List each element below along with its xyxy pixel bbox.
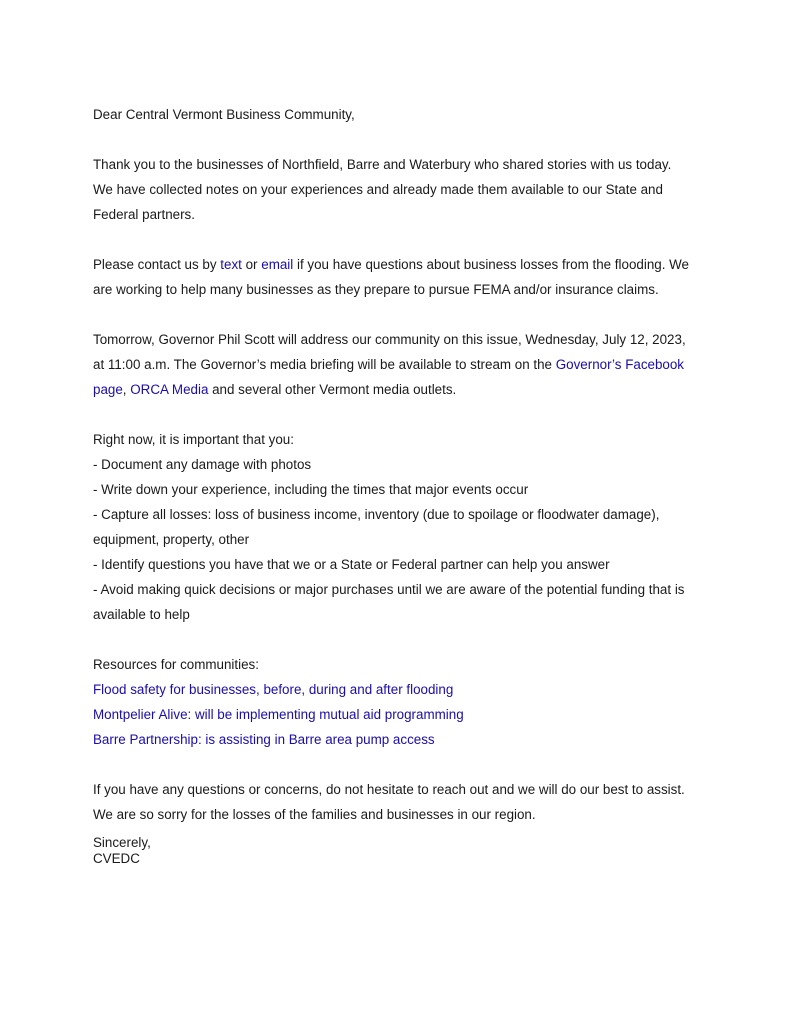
list-item: - Document any damage with photos [93,457,312,472]
greeting: Dear Central Vermont Business Community, [93,107,355,122]
paragraph-contact [93,252,713,302]
list-item: - Capture all losses: loss of business income, inventory (due to spoilage or floodwater damage), [93,507,660,522]
list-item: - Avoid making quick decisions or major purchases until we are aware of the potential funding that is [93,582,685,597]
signoff: Sincerely, [93,835,151,850]
paragraph-line [93,377,713,402]
letter-body [93,102,713,867]
contact-or: or [241,257,262,272]
governor-text-after: and several other Vermont media outlets. [208,382,457,397]
paragraph-closing [93,777,713,827]
governor-text: at 11:00 a.m. The Governor’s media briefing will be available to stream on the [93,357,556,372]
email-link[interactable]: email [261,257,294,272]
text-link[interactable]: text [220,257,242,272]
paragraph-line: Thank you to the businesses of Northfield, Barre and Waterbury who shared stories with us today. [93,157,672,172]
list-item-continued: available to help [93,607,190,622]
paragraph-line [93,252,713,277]
action-intro: Right now, it is important that you: [93,432,294,447]
list-item: - Identify questions you have that we or a State or Federal partner can help you answer [93,557,610,572]
signature: CVEDC [93,851,140,866]
resources-section [93,652,713,752]
orca-media-link[interactable]: ORCA Media [130,382,209,397]
paragraph-thanks [93,152,713,227]
resources-heading: Resources for communities: [93,657,259,672]
paragraph-governor [93,327,713,402]
governor-facebook-link[interactable]: Governor’s Facebook [555,357,685,372]
paragraph-line: Federal partners. [93,207,195,222]
list-item-continued: equipment, property, other [93,532,250,547]
barre-partnership-link[interactable]: Barre Partnership: is assisting in Barre area pump access [93,732,435,747]
action-list [93,427,713,627]
contact-text-after: if you have questions about business losses from the flooding. We [293,257,689,272]
montpelier-alive-link[interactable]: Montpelier Alive: will be implementing mutual aid programming [93,707,464,722]
paragraph-line [93,352,713,377]
list-item: - Write down your experience, including the times that major events occur [93,482,529,497]
governor-facebook-link-page[interactable]: page [93,382,123,397]
paragraph-line: We are so sorry for the losses of the families and businesses in our region. [93,807,536,822]
paragraph-line: If you have any questions or concerns, do not hesitate to reach out and we will do our best to assist. [93,782,685,797]
flood-safety-link[interactable]: Flood safety for businesses, before, during and after flooding [93,682,454,697]
contact-text-before: Please contact us by [93,257,221,272]
comma: , [122,382,131,397]
paragraph-line: are working to help many businesses as they prepare to pursue FEMA and/or insurance claims. [93,282,659,297]
signature-block [93,835,713,867]
paragraph-line: We have collected notes on your experiences and already made them available to our State and [93,182,663,197]
paragraph-line: Tomorrow, Governor Phil Scott will address our community on this issue, Wednesday, July 12, 2023, [93,332,686,347]
